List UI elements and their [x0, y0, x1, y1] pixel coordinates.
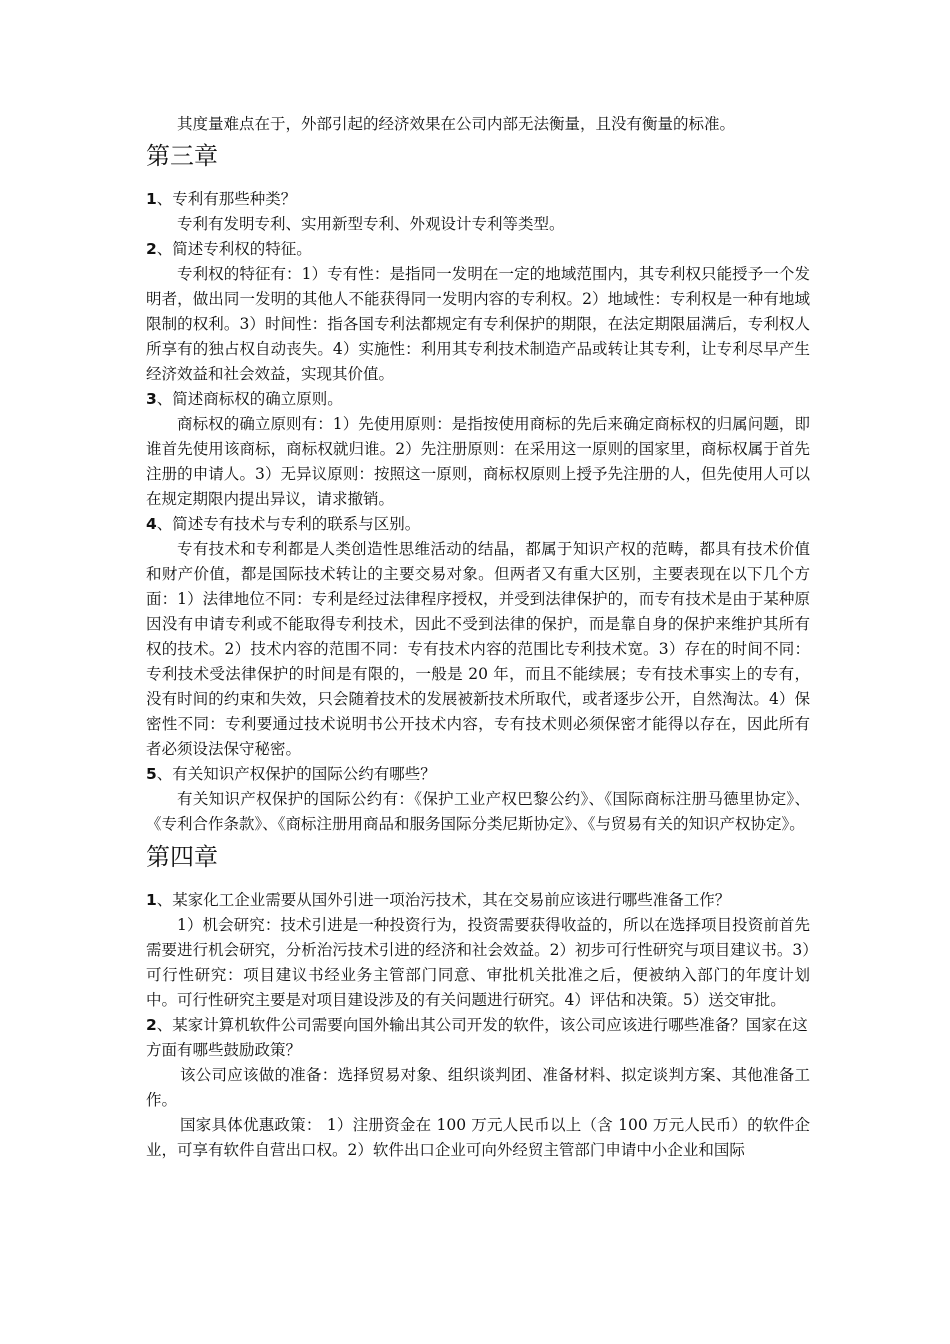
answer-paragraph: 有关知识产权保护的国际公约有：《保护工业产权巴黎公约》、《国际商标注册马德里协定》、《专利合作条款》、《商标注册用商品和服务国际分类尼斯协定》、《与贸易有关的知识产权协定》。 [146, 790, 810, 833]
question-text: 、简述专利权的特征。 [156, 240, 312, 258]
question-number: 5 [146, 765, 157, 783]
chapter-3 [146, 139, 810, 837]
question-text: 、专利有那些种类？ [156, 190, 297, 208]
answer-paragraph: 专利权的特征有：1）专有性：是指同一发明在一定的地域范围内，其专利权只能授予一个发明者，做出同一发明的其他人不能获得同一发明内容的专利权。2）地域性：专利权是一种有地域限制的权利。3）时间性：指各国专利法都规定有专利保护的期限，在法定期限届满后，专利权人所享有的独占权自动丧失。4）实施性：利用其专利技术制造产品或转让其专利，让专利尽早产生经济效益和社会效益，实现其价值。 [146, 265, 810, 383]
question [146, 512, 810, 537]
chapter-4 [146, 840, 810, 1163]
question-number: 3 [146, 390, 157, 408]
intro-paragraph: 其度量难点在于，外部引起的经济效果在公司内部无法衡量，且没有衡量的标准。 [177, 115, 736, 133]
question-number: 1 [146, 891, 157, 909]
question-text: 、简述商标权的确立原则。 [156, 390, 343, 408]
answer-paragraph: 国家具体优惠政策： 1）注册资金在 100 万元人民币以上（含 100 万元人民币）的软件企业，可享有软件自营出口权。2）软件出口企业可向外经贸主管部门申请中小企业和国际 [146, 1116, 810, 1159]
answer-paragraph: 商标权的确立原则有：1）先使用原则：是指按使用商标的先后来确定商标权的归属问题，即谁首先使用该商标，商标权就归谁。2）先注册原则：在采用这一原则的国家里，商标权属于首先注册的申请人。3）无异议原则：按照这一原则，商标权原则上授予先注册的人，但先使用人可以在规定期限内提出异议，请求撤销。 [146, 415, 810, 508]
question [146, 237, 810, 262]
question [146, 762, 810, 787]
question-text: 、某家化工企业需要从国外引进一项治污技术，其在交易前应该进行哪些准备工作？ [156, 891, 731, 909]
question-number: 4 [146, 515, 157, 533]
question-text: 、有关知识产权保护的国际公约有哪些？ [156, 765, 436, 783]
chapter-title: 第三章 [146, 142, 218, 170]
question-number: 2 [146, 1016, 157, 1034]
document-page [146, 112, 810, 1163]
chapter-title: 第四章 [146, 843, 218, 871]
question [146, 387, 810, 412]
question [146, 187, 810, 212]
answer-paragraph: 专利有发明专利、实用新型专利、外观设计专利等类型。 [177, 215, 565, 233]
question [146, 888, 810, 913]
question-text: 、某家计算机软件公司需要向国外输出其公司开发的软件，该公司应该进行哪些准备？国家在这方面有哪些鼓励政策？ [146, 1016, 808, 1059]
question-text: 、简述专有技术与专利的联系与区别。 [156, 515, 421, 533]
question-number: 1 [146, 190, 157, 208]
question-number: 2 [146, 240, 157, 258]
answer-paragraph: 1）机会研究：技术引进是一种投资行为，投资需要获得收益的，所以在选择项目投资前首先需要进行机会研究，分析治污技术引进的经济和社会效益。2）初步可行性研究与项目建议书。3）可行性研究：项目建议书经业务主管部门同意、审批机关批准之后，便被纳入部门的年度计划中。可行性研究主要是对项目建设涉及的有关问题进行研究。4）评估和决策。5）送交审批。 [146, 916, 810, 1009]
answer-paragraph: 专有技术和专利都是人类创造性思维活动的结晶，都属于知识产权的范畴，都具有技术价值和财产价值，都是国际技术转让的主要交易对象。但两者又有重大区别，主要表现在以下几个方面：1）法律地位不同：专利是经过法律程序授权，并受到法律保护的，而专有技术是由于某种原因没有申请专利或不能取得专利技术，因此不受到法律的保护，而是靠自身的保护来维护其所有权的技术。2）技术内容的范围不同：专有技术内容的范围比专利技术宽。3）存在的时间不同：专利技术受法律保护的时间是有限的，一般是 20 年，而且不能续展；专有技术事实上的专有，没有时间的约束和失效，只会随着技术的发展被新技术所取代，或者逐步公开，自然淘汰。4）保密性不同：专利要通过技术说明书公开技术内容，专有技术则必须保密才能得以存在，因此所有者必须设法保守秘密。 [146, 540, 810, 758]
answer-paragraph: 该公司应该做的准备：选择贸易对象、组织谈判团、准备材料、拟定谈判方案、其他准备工作。 [146, 1066, 810, 1109]
question [146, 1013, 810, 1063]
